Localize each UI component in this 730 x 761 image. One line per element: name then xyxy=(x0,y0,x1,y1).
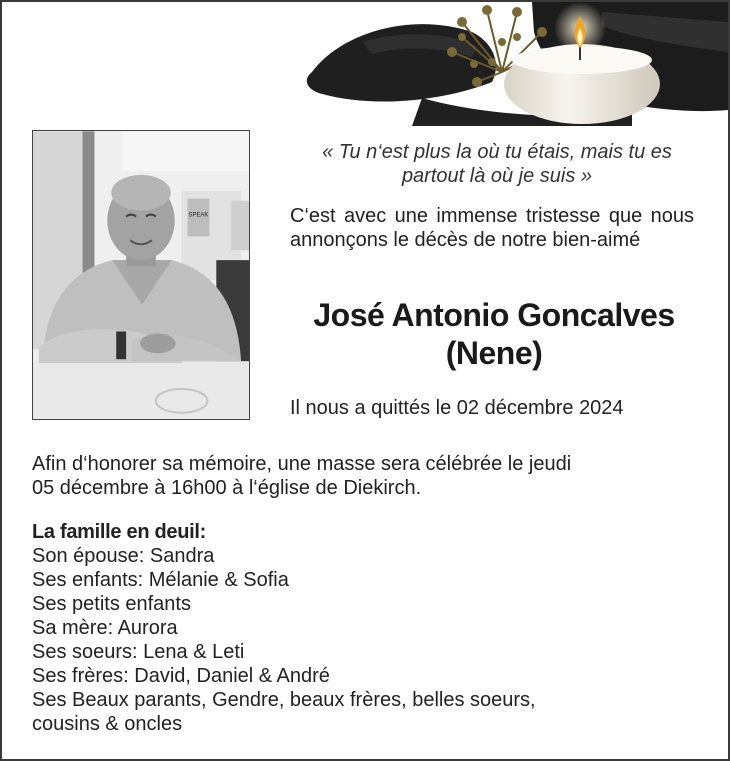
family-member: cousins & oncles xyxy=(32,713,183,735)
family-member: Ses frères: David, Daniel & André xyxy=(32,665,330,687)
memorial-quote xyxy=(292,140,702,188)
quote-line: partout là où je suis » xyxy=(401,165,593,187)
date-of-death: Il nous a quittés le 02 décembre 2024 xyxy=(290,397,624,419)
portrait-photo xyxy=(32,130,250,420)
family-member: Ses soeurs: Lena & Leti xyxy=(32,641,245,663)
ribbon-candle-illustration xyxy=(302,2,728,126)
service-line: Afin d‘honorer sa mémoire, une masse sera célébrée le jeudi xyxy=(32,453,572,475)
family-section xyxy=(32,520,712,736)
family-member: Ses petits enfants xyxy=(32,593,191,615)
deceased-name xyxy=(292,296,696,372)
family-member: Ses Beaux parants, Gendre, beaux frères, belles soeurs, xyxy=(32,689,536,711)
service-line: 05 décembre à 16h00 à l‘église de Diekirch. xyxy=(32,477,422,499)
announcement-text: C‘est avec une immense tristesse que nous annonçons le décès de notre bien-aimé xyxy=(290,205,694,251)
family-heading: La famille en deuil: xyxy=(32,521,207,543)
service-details xyxy=(32,452,702,500)
family-member: Ses enfants: Mélanie & Sofia xyxy=(32,569,289,591)
deceased-full-name: José Antonio Goncalves xyxy=(313,297,675,333)
deceased-nickname: (Nene) xyxy=(445,335,543,371)
family-member: Son épouse: Sandra xyxy=(32,545,215,567)
family-member: Sa mère: Aurora xyxy=(32,617,178,639)
quote-line: « Tu n‘est plus la où tu étais, mais tu es xyxy=(322,141,672,163)
poster-sign-text: SPEAK xyxy=(188,212,209,219)
